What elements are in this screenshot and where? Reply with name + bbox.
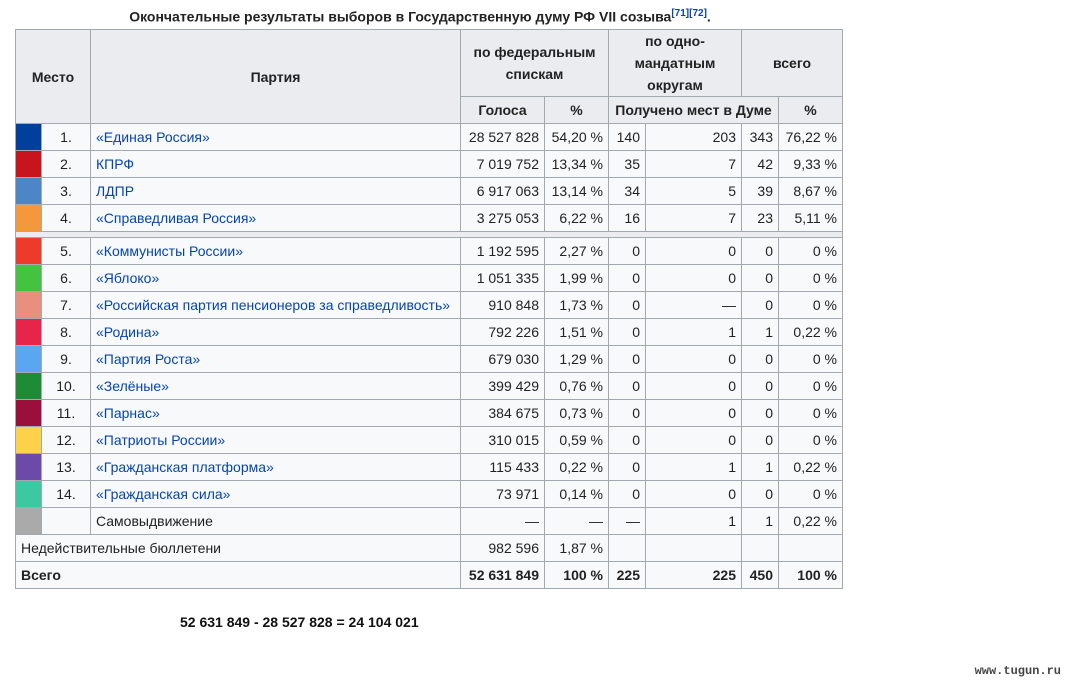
party-federal-seats: 0 bbox=[609, 373, 646, 400]
party-seats-percent: 76,22 % bbox=[779, 124, 843, 151]
party-name-link[interactable]: «Партия Роста» bbox=[91, 346, 461, 373]
party-votes: 1 192 595 bbox=[461, 238, 545, 265]
top-parties-body bbox=[16, 124, 843, 232]
party-percent: 0,59 % bbox=[545, 427, 609, 454]
party-single-seats: 1 bbox=[646, 319, 742, 346]
party-single-seats: 5 bbox=[646, 178, 742, 205]
header-party: Партия bbox=[91, 30, 461, 124]
party-federal-seats: 34 bbox=[609, 178, 646, 205]
party-total-seats: 0 bbox=[742, 238, 779, 265]
empty-cell bbox=[742, 535, 779, 562]
party-place: 1. bbox=[42, 124, 91, 151]
party-name-link[interactable]: «Зелёные» bbox=[91, 373, 461, 400]
party-federal-seats: 0 bbox=[609, 346, 646, 373]
party-seats-percent: 0,22 % bbox=[779, 319, 843, 346]
party-single-seats: 7 bbox=[646, 151, 742, 178]
party-percent: 1,29 % bbox=[545, 346, 609, 373]
party-votes: 28 527 828 bbox=[461, 124, 545, 151]
total-label: Всего bbox=[16, 562, 461, 589]
party-color-swatch bbox=[16, 238, 42, 265]
party-name-link[interactable]: «Парнас» bbox=[91, 400, 461, 427]
party-seats-percent: 0,22 % bbox=[779, 508, 843, 535]
party-votes: 384 675 bbox=[461, 400, 545, 427]
party-place: 12. bbox=[42, 427, 91, 454]
party-votes: 73 971 bbox=[461, 481, 545, 508]
party-color-swatch bbox=[16, 265, 42, 292]
party-seats-percent: 5,11 % bbox=[779, 205, 843, 232]
table-caption bbox=[0, 8, 840, 25]
party-percent: 6,22 % bbox=[545, 205, 609, 232]
party-row bbox=[16, 124, 843, 151]
total-federal-seats: 225 bbox=[609, 562, 646, 589]
party-place: 7. bbox=[42, 292, 91, 319]
invalid-label: Недействительные бюллетени bbox=[16, 535, 461, 562]
party-votes: 679 030 bbox=[461, 346, 545, 373]
party-total-seats: 0 bbox=[742, 265, 779, 292]
party-percent: 0,73 % bbox=[545, 400, 609, 427]
party-name-link[interactable]: «Патриоты России» bbox=[91, 427, 461, 454]
party-color-swatch bbox=[16, 292, 42, 319]
party-seats-percent: 0 % bbox=[779, 427, 843, 454]
party-seats-percent: 0 % bbox=[779, 481, 843, 508]
invalid-percent: 1,87 % bbox=[545, 535, 609, 562]
party-single-seats: 0 bbox=[646, 481, 742, 508]
party-percent: 0,14 % bbox=[545, 481, 609, 508]
party-federal-seats: 140 bbox=[609, 124, 646, 151]
total-row bbox=[16, 562, 843, 589]
reference-link-71[interactable]: [71] bbox=[671, 8, 690, 19]
party-color-swatch bbox=[16, 205, 42, 232]
party-federal-seats: 0 bbox=[609, 265, 646, 292]
site-watermark: www.tugun.ru bbox=[974, 664, 1061, 678]
total-percent: 100 % bbox=[545, 562, 609, 589]
party-row bbox=[16, 292, 843, 319]
party-percent: 54,20 % bbox=[545, 124, 609, 151]
party-single-seats: 1 bbox=[646, 508, 742, 535]
party-total-seats: 1 bbox=[742, 508, 779, 535]
party-total-seats: 1 bbox=[742, 319, 779, 346]
party-total-seats: 0 bbox=[742, 346, 779, 373]
other-parties-body bbox=[16, 238, 843, 535]
party-votes: 399 429 bbox=[461, 373, 545, 400]
party-federal-seats: 0 bbox=[609, 481, 646, 508]
header-single-line3: округам bbox=[647, 77, 703, 93]
party-federal-seats: 0 bbox=[609, 427, 646, 454]
party-color-swatch bbox=[16, 124, 42, 151]
party-color-swatch bbox=[16, 400, 42, 427]
party-name-link[interactable]: «Родина» bbox=[91, 319, 461, 346]
party-row bbox=[16, 205, 843, 232]
party-federal-seats: — bbox=[609, 508, 646, 535]
party-federal-seats: 0 bbox=[609, 400, 646, 427]
party-single-seats: 1 bbox=[646, 454, 742, 481]
party-place: 9. bbox=[42, 346, 91, 373]
party-votes: 6 917 063 bbox=[461, 178, 545, 205]
empty-cell bbox=[609, 535, 646, 562]
party-row bbox=[16, 508, 843, 535]
party-place: 3. bbox=[42, 178, 91, 205]
header-total: всего bbox=[742, 30, 843, 97]
party-total-seats: 0 bbox=[742, 427, 779, 454]
header-federal-lists bbox=[461, 30, 609, 97]
party-seats-percent: 8,67 % bbox=[779, 178, 843, 205]
header-federal-line1: по федеральным bbox=[473, 44, 596, 60]
party-percent: 2,27 % bbox=[545, 238, 609, 265]
party-place: 4. bbox=[42, 205, 91, 232]
party-total-seats: 42 bbox=[742, 151, 779, 178]
party-total-seats: 0 bbox=[742, 481, 779, 508]
party-single-seats: 203 bbox=[646, 124, 742, 151]
party-votes: 115 433 bbox=[461, 454, 545, 481]
party-total-seats: 0 bbox=[742, 373, 779, 400]
party-single-seats: 0 bbox=[646, 265, 742, 292]
party-name-link[interactable]: КПРФ bbox=[91, 151, 461, 178]
total-votes: 52 631 849 bbox=[461, 562, 545, 589]
party-percent: 13,14 % bbox=[545, 178, 609, 205]
party-row bbox=[16, 265, 843, 292]
party-federal-seats: 16 bbox=[609, 205, 646, 232]
party-federal-seats: 0 bbox=[609, 292, 646, 319]
party-place bbox=[42, 508, 91, 535]
party-name-link: Самовыдвижение bbox=[91, 508, 461, 535]
party-place: 11. bbox=[42, 400, 91, 427]
party-total-seats: 23 bbox=[742, 205, 779, 232]
party-place: 5. bbox=[42, 238, 91, 265]
party-place: 8. bbox=[42, 319, 91, 346]
caption-end: . bbox=[706, 8, 711, 25]
header-federal-line2: спискам bbox=[505, 66, 564, 82]
party-single-seats: 0 bbox=[646, 346, 742, 373]
party-row bbox=[16, 238, 843, 265]
header-seats: Получено мест в Думе bbox=[609, 97, 779, 124]
party-row bbox=[16, 427, 843, 454]
header-percent-total: % bbox=[779, 97, 843, 124]
party-total-seats: 343 bbox=[742, 124, 779, 151]
party-percent: 1,99 % bbox=[545, 265, 609, 292]
party-color-swatch bbox=[16, 373, 42, 400]
party-color-swatch bbox=[16, 481, 42, 508]
caption-text: Окончательные результаты выборов в Государственную думу РФ VII созыва bbox=[129, 8, 672, 25]
party-color-swatch bbox=[16, 151, 42, 178]
party-row bbox=[16, 151, 843, 178]
party-percent: 1,73 % bbox=[545, 292, 609, 319]
party-row bbox=[16, 178, 843, 205]
election-results-table bbox=[15, 29, 843, 589]
party-seats-percent: 0,22 % bbox=[779, 454, 843, 481]
party-single-seats: 0 bbox=[646, 427, 742, 454]
party-single-seats: 7 bbox=[646, 205, 742, 232]
header-votes: Голоса bbox=[461, 97, 545, 124]
party-federal-seats: 0 bbox=[609, 238, 646, 265]
header-percent: % bbox=[545, 97, 609, 124]
party-percent: 13,34 % bbox=[545, 151, 609, 178]
party-seats-percent: 9,33 % bbox=[779, 151, 843, 178]
party-place: 14. bbox=[42, 481, 91, 508]
party-total-seats: 0 bbox=[742, 292, 779, 319]
party-percent: 0,22 % bbox=[545, 454, 609, 481]
party-color-swatch bbox=[16, 427, 42, 454]
empty-cell bbox=[779, 535, 843, 562]
party-votes: 310 015 bbox=[461, 427, 545, 454]
party-votes: 910 848 bbox=[461, 292, 545, 319]
party-name-link[interactable]: «Гражданская платформа» bbox=[91, 454, 461, 481]
vote-difference-formula: 52 631 849 - 28 527 828 = 24 104 021 bbox=[180, 614, 419, 630]
header-single-line2: мандатным bbox=[634, 55, 716, 71]
party-row bbox=[16, 346, 843, 373]
party-color-swatch bbox=[16, 178, 42, 205]
party-single-seats: — bbox=[646, 292, 742, 319]
party-seats-percent: 0 % bbox=[779, 292, 843, 319]
party-place: 13. bbox=[42, 454, 91, 481]
party-name-link[interactable]: «Коммунисты России» bbox=[91, 238, 461, 265]
header-single-mandate bbox=[609, 30, 742, 97]
party-single-seats: 0 bbox=[646, 238, 742, 265]
party-votes: — bbox=[461, 508, 545, 535]
party-federal-seats: 0 bbox=[609, 319, 646, 346]
total-single-seats: 225 bbox=[646, 562, 742, 589]
party-percent: — bbox=[545, 508, 609, 535]
header-place: Место bbox=[16, 30, 91, 124]
party-votes: 7 019 752 bbox=[461, 151, 545, 178]
party-total-seats: 1 bbox=[742, 454, 779, 481]
party-seats-percent: 0 % bbox=[779, 346, 843, 373]
reference-link-72[interactable]: [72] bbox=[689, 8, 707, 19]
party-place: 6. bbox=[42, 265, 91, 292]
party-place: 10. bbox=[42, 373, 91, 400]
party-place: 2. bbox=[42, 151, 91, 178]
party-votes: 792 226 bbox=[461, 319, 545, 346]
party-name-link[interactable]: «Яблоко» bbox=[91, 265, 461, 292]
party-percent: 0,76 % bbox=[545, 373, 609, 400]
party-percent: 1,51 % bbox=[545, 319, 609, 346]
total-seats: 450 bbox=[742, 562, 779, 589]
invalid-votes: 982 596 bbox=[461, 535, 545, 562]
party-color-swatch bbox=[16, 508, 42, 535]
party-name-link[interactable]: «Российская партия пенсионеров за справедливость» bbox=[91, 292, 461, 319]
party-row bbox=[16, 400, 843, 427]
party-total-seats: 0 bbox=[742, 400, 779, 427]
party-seats-percent: 0 % bbox=[779, 265, 843, 292]
party-name-link[interactable]: «Гражданская сила» bbox=[91, 481, 461, 508]
party-row bbox=[16, 481, 843, 508]
party-total-seats: 39 bbox=[742, 178, 779, 205]
party-name-link[interactable]: «Справедливая Россия» bbox=[91, 205, 461, 232]
party-color-swatch bbox=[16, 346, 42, 373]
invalid-ballots-row bbox=[16, 535, 843, 562]
party-seats-percent: 0 % bbox=[779, 373, 843, 400]
party-row bbox=[16, 319, 843, 346]
party-color-swatch bbox=[16, 319, 42, 346]
party-row bbox=[16, 454, 843, 481]
party-votes: 1 051 335 bbox=[461, 265, 545, 292]
party-row bbox=[16, 373, 843, 400]
total-seats-percent: 100 % bbox=[779, 562, 843, 589]
header-single-line1: по одно- bbox=[645, 33, 705, 49]
party-seats-percent: 0 % bbox=[779, 400, 843, 427]
party-single-seats: 0 bbox=[646, 400, 742, 427]
party-federal-seats: 35 bbox=[609, 151, 646, 178]
party-color-swatch bbox=[16, 454, 42, 481]
party-federal-seats: 0 bbox=[609, 454, 646, 481]
party-name-link[interactable]: «Единая Россия» bbox=[91, 124, 461, 151]
summary-body bbox=[16, 535, 843, 589]
party-name-link[interactable]: ЛДПР bbox=[91, 178, 461, 205]
party-seats-percent: 0 % bbox=[779, 238, 843, 265]
party-single-seats: 0 bbox=[646, 373, 742, 400]
party-votes: 3 275 053 bbox=[461, 205, 545, 232]
empty-cell bbox=[646, 535, 742, 562]
